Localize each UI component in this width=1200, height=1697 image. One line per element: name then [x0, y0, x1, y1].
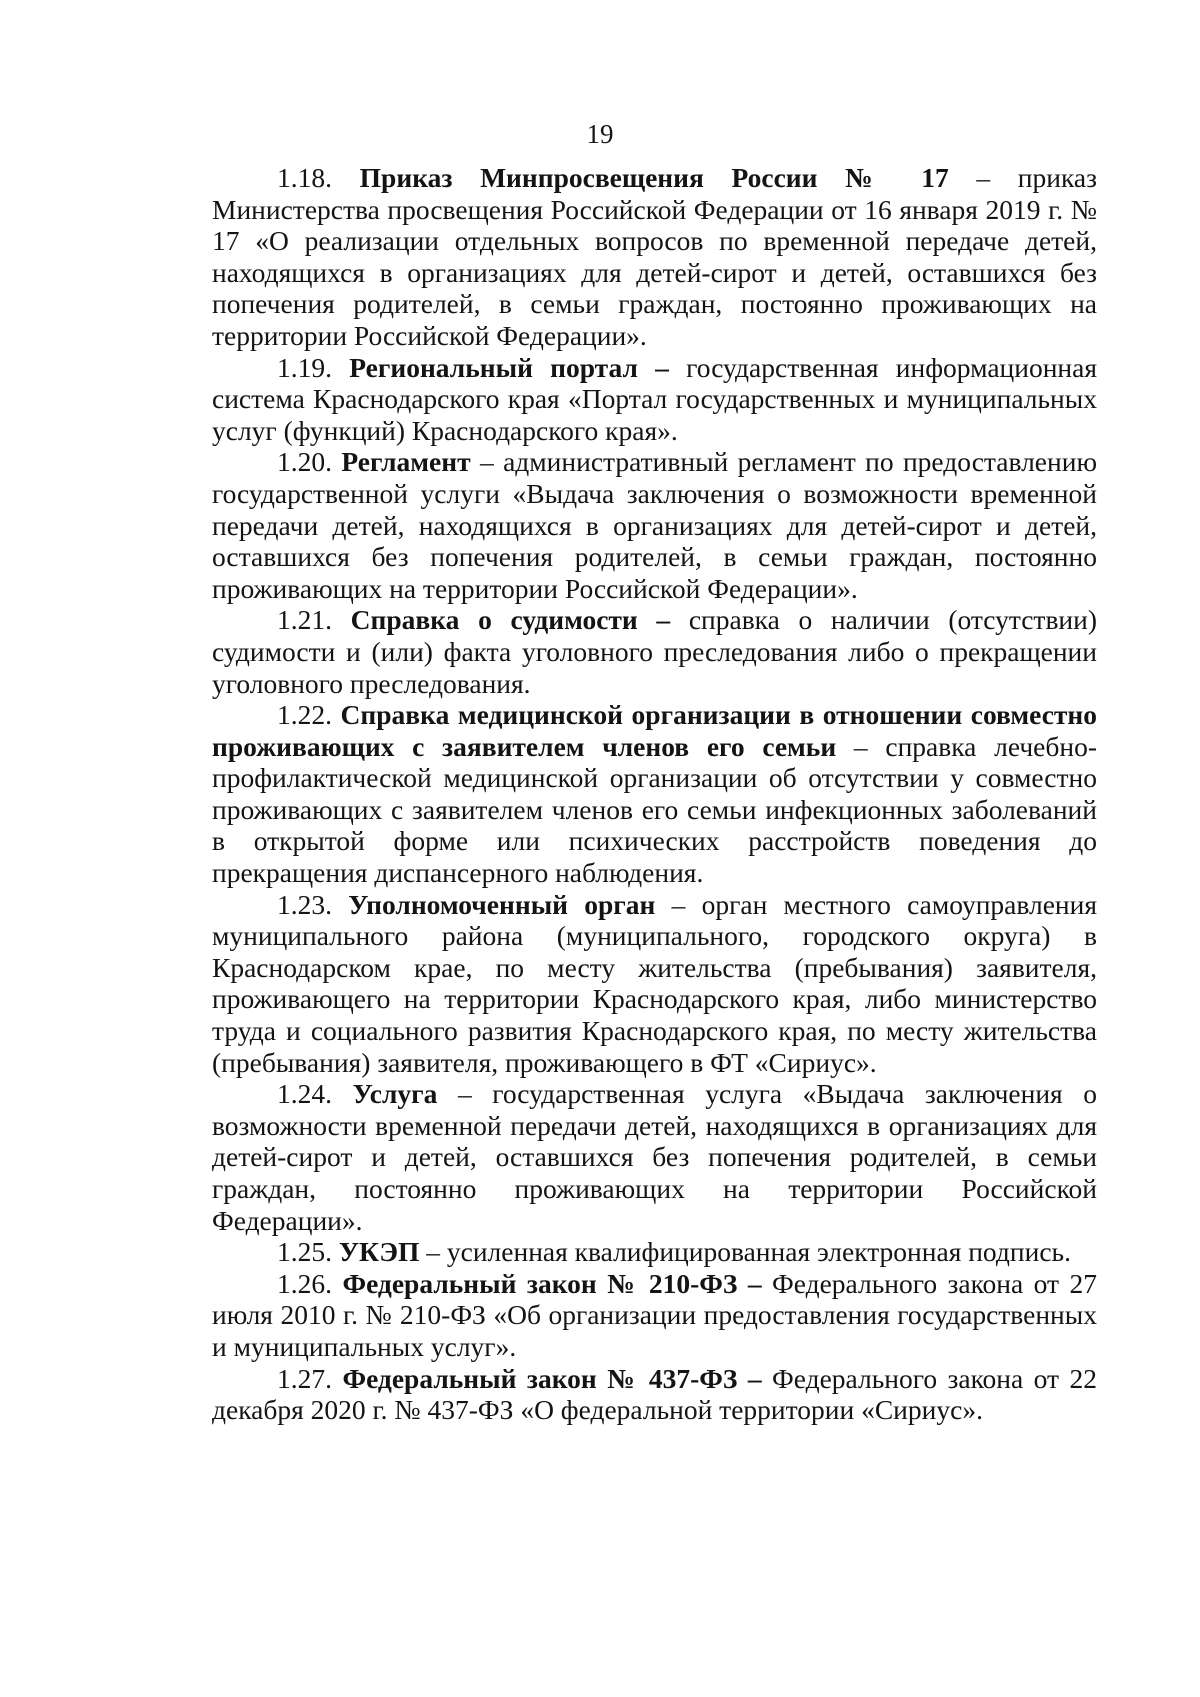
defined-term: Справка о судимости – — [350, 604, 671, 636]
defined-term: Справка медицинской организации в отношении совместно проживающих с заявителем членов его семьи — [212, 699, 1098, 762]
clause-number: 1.20. — [277, 446, 332, 478]
defined-term: Регламент — [341, 446, 471, 478]
defined-term: УКЭП — [338, 1236, 420, 1268]
clause-number: 1.25. — [277, 1236, 332, 1268]
defined-term: Федеральный закон № 437-ФЗ – — [342, 1362, 762, 1394]
definition-text: – справка лечебно-профилактической медицинской организации об отсутствии у совместно проживающих с заявителем членов его семьи инфекционных заболеваний в открытой форме или психических расстройств поведения до прекращения диспансерного наблюдения. — [212, 730, 1097, 889]
clause-number: 1.21. — [277, 604, 332, 636]
definition-1-18 — [212, 162, 1097, 352]
clause-number: 1.23. — [277, 888, 332, 920]
defined-term: Региональный портал – — [349, 351, 669, 383]
definition-text: справка о наличии (отсутствии) судимости и (или) факта уголовного преследования либо о прекращении уголовного преследования. — [212, 604, 1098, 699]
clause-number: 1.26. — [277, 1267, 332, 1299]
defined-term: Федеральный закон № 210-ФЗ – — [342, 1267, 762, 1299]
definition-1-24 — [212, 1078, 1097, 1236]
defined-term: Услуга — [352, 1078, 438, 1110]
definition-1-19 — [212, 352, 1097, 447]
definition-text: государственная информационная система Краснодарского края «Портал государственных и муниципальных услуг (функций) Краснодарского края». — [212, 351, 1098, 446]
clause-number: 1.22. — [277, 699, 332, 731]
definition-1-22 — [212, 699, 1097, 889]
definition-1-21 — [212, 604, 1097, 699]
definition-1-27 — [212, 1363, 1097, 1426]
definition-text: – государственная услуга «Выдача заключения о возможности временной передачи детей, находящихся в организациях для детей-сирот и детей, оставшихся без попечения родителей, в семьи граждан, постоянно проживающих на территории Российской Федерации». — [212, 1078, 1098, 1236]
definition-text: – усиленная квалифицированная электронная подпись. — [419, 1236, 1071, 1268]
clause-number: 1.19. — [277, 351, 332, 383]
definition-text: – орган местного самоуправления муниципального района (муниципального, городского округа) в Краснодарском крае, по месту жительства (пребывания) заявителя, проживающего на территории Краснодарского края, либо министерство труда и социального развития Краснодарского края, по месту жительства (пребывания) заявителя, проживающего в ФТ «Сириус». — [212, 888, 1097, 1078]
clause-number: 1.24. — [277, 1078, 332, 1110]
page-number: 19 — [586, 119, 614, 149]
definition-1-25 — [212, 1236, 1097, 1268]
definition-1-26 — [212, 1268, 1097, 1363]
definition-text: – приказ Министерства просвещения Российской Федерации от 16 января 2019 г. № 17 «О реализации отдельных вопросов по временной передаче детей, находящихся в организациях для детей-сирот и детей, оставшихся без попечения родителей, в семьи граждан, постоянно проживающих на территории Российской Федерации». — [212, 162, 1097, 351]
clause-number: 1.27. — [277, 1362, 332, 1394]
definition-1-23 — [212, 889, 1097, 1079]
definition-1-20 — [212, 446, 1097, 604]
definition-text: – административный регламент по предоставлению государственной услуги «Выдача заключения о возможности временной передачи детей, находящихся в организациях для детей-сирот и детей, оставшихся без попечения родителей, в семьи граждан, постоянно проживающих на территории Российской Федерации». — [212, 446, 1097, 604]
clause-number: 1.18. — [277, 162, 332, 193]
document-body — [212, 162, 1097, 1426]
definition-text: Федерального закона от 22 декабря 2020 г. № 437-ФЗ «О федеральной территории «Сириус». — [212, 1362, 1098, 1426]
defined-term: Приказ Минпросвещения России № 17 — [359, 162, 949, 193]
definition-text: Федерального закона от 27 июля 2010 г. № 210-ФЗ «Об организации предоставления государственных и муниципальных услуг». — [212, 1267, 1098, 1362]
defined-term: Уполномоченный орган — [348, 888, 656, 920]
